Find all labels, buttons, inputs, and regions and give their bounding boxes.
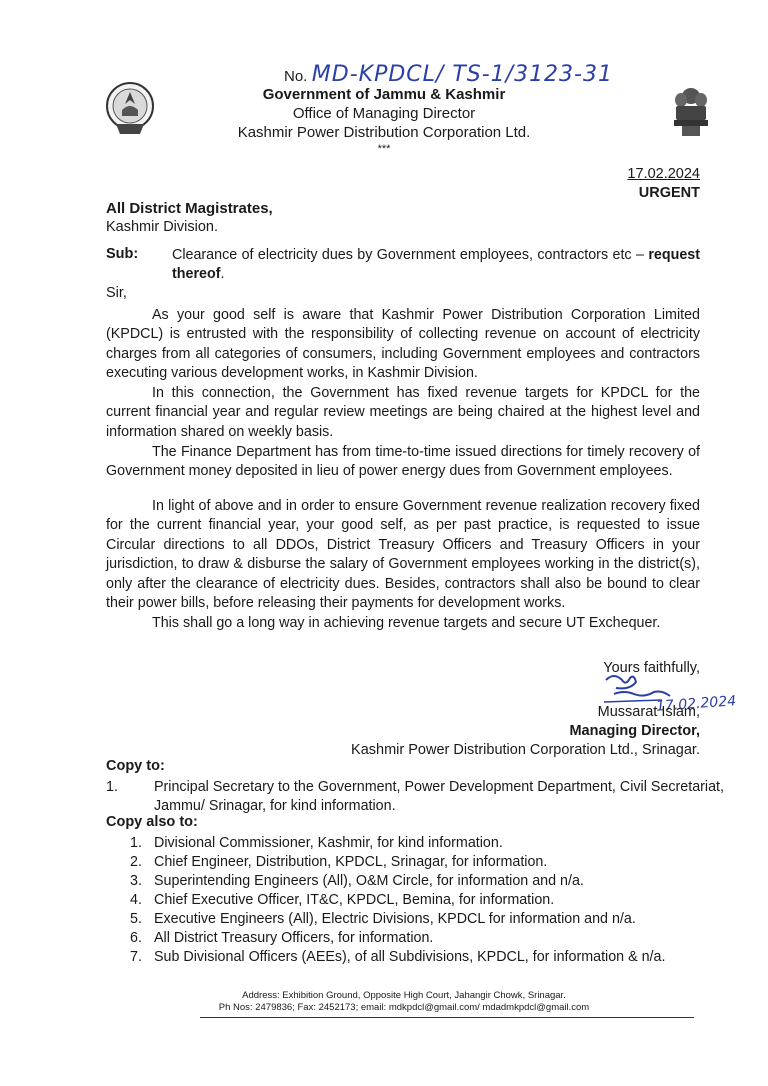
body-paragraph-1: As your good self is aware that Kashmir Power Distribution Corporation Limited (KPDCL) is entrusted with the responsibility of collecting revenue on account of electricity charges from all categories of consumers, including Government employees and contractors executing various development works, in Kashmir Division. [106, 307, 700, 382]
addressee: All District Magistrates, [106, 200, 273, 217]
footer-divider [200, 1017, 694, 1018]
signatory-designation: Managing Director, [569, 723, 700, 739]
footer-contact: Ph Nos: 2479836; Fax: 2452173; email: mdkpdcl@gmail.com/ mdadmkpdcl@gmail.com [218, 1002, 590, 1013]
body-paragraph-3: The Finance Department has from time-to-time issued directions for timely recovery of Government money deposited in lieu of power energy dues from Government employees. [106, 444, 700, 480]
body-paragraph-2: In this connection, the Government has fixed revenue targets for KPDCL for the current financial year and regular review meetings are being chaired at the highest level and information shared on weekly basis. [106, 385, 700, 440]
signature-date: 17.02.2024 [655, 693, 737, 715]
reference-number: No. MD-KPDCL/ TS-1/3123-31 [284, 62, 613, 87]
header-office: Office of Managing Director [292, 105, 476, 122]
list-item: 3. Superintending Engineers (All), O&M Circle, for information and n/a. [130, 873, 584, 889]
salutation: Sir, [106, 285, 127, 301]
signatory-organization: Kashmir Power Distribution Corporation Ltd., Srinagar. [351, 742, 700, 758]
copy-also-to-heading: Copy also to: [106, 814, 198, 830]
body-paragraph-5: This shall go a long way in achieving revenue targets and secure UT Exchequer. [152, 615, 661, 631]
header-corporation: Kashmir Power Distribution Corporation Ltd. [237, 124, 531, 141]
list-item: 1. Principal Secretary to the Government, Power Development Department, Civil Secretariat, Jammu/ Srinagar, for kind information. [106, 779, 724, 814]
list-item: 1. Divisional Commissioner, Kashmir, for kind information. [130, 835, 503, 851]
list-item: 7. Sub Divisional Officers (AEEs), of all Subdivisions, KPDCL, for information & n/a. [130, 949, 666, 965]
list-item: 6. All District Treasury Officers, for information. [130, 930, 434, 946]
body-paragraph-4: In light of above and in order to ensure Government revenue realization recovery fixed for the current financial year, your good self, as per past practice, is requested to issue Circular directions to all DDOs, District Treasury Officers and Treasury Officers in your jurisdiction, to draw & disburse the salary of Government employees working in the district(s), only after the clearance of electricity dues. Besides, contractors shall also be bound to clear their power bills, before releasing their payments for development works. [106, 498, 700, 612]
signatory-name: Mussarat Islam, [597, 704, 700, 720]
footer-address: Address: Exhibition Ground, Opposite High Court, Jahangir Chowk, Srinagar. [242, 990, 566, 1001]
subject-label: Sub: [106, 246, 139, 262]
header-stars: *** [377, 143, 391, 155]
list-item: 4. Chief Executive Officer, IT&C, KPDCL, Bemina, for information. [130, 892, 555, 908]
copy-to-heading: Copy to: [106, 758, 165, 774]
closing: Yours faithfully, [603, 660, 700, 676]
priority-badge: URGENT [638, 185, 700, 201]
list-item: 5. Executive Engineers (All), Electric Divisions, KPDCL for information and n/a. [130, 911, 636, 927]
subject-text: Clearance of electricity dues by Government employees, contractors etc – request thereof. [172, 247, 700, 282]
list-item: 2. Chief Engineer, Distribution, KPDCL, Srinagar, for information. [130, 854, 548, 870]
header-government: Government of Jammu & Kashmir [262, 86, 506, 103]
addressee-division: Kashmir Division. [106, 219, 218, 235]
letter-date: 17.02.2024 [627, 166, 700, 182]
